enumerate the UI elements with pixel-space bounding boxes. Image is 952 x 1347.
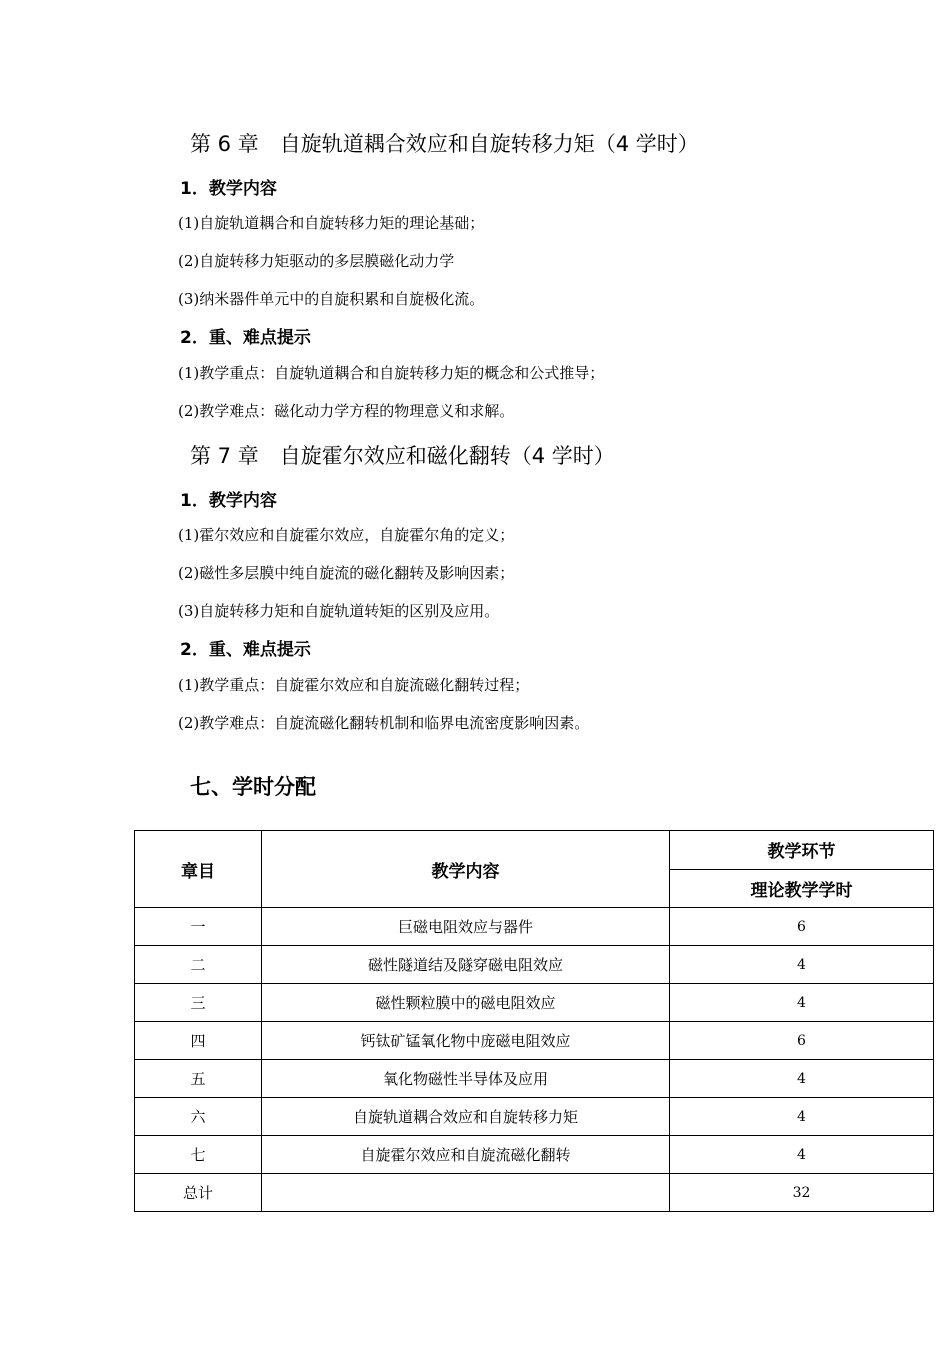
- table-row: [135, 1022, 934, 1060]
- section7-title: 七、学时分配: [190, 775, 316, 799]
- table-row: [135, 1060, 934, 1098]
- row-content: 自旋霍尔效应和自旋流磁化翻转: [262, 1136, 670, 1174]
- table-row: [135, 946, 934, 984]
- header-content: 教学内容: [262, 831, 670, 908]
- table-row: [135, 984, 934, 1022]
- row-chapter: 五: [135, 1060, 262, 1098]
- row-chapter: 六: [135, 1098, 262, 1136]
- row-hours: 4: [670, 1098, 934, 1136]
- row-hours: 6: [670, 908, 934, 946]
- total-label: 总计: [135, 1174, 262, 1212]
- chapter7-content-item: (1)霍尔效应和自旋霍尔效应，自旋霍尔角的定义；: [178, 526, 515, 544]
- row-content: 钙钛矿锰氧化物中庞磁电阻效应: [262, 1022, 670, 1060]
- chapter7-key-heading: 2．重、难点提示: [180, 640, 311, 660]
- hours-allocation-table: [134, 830, 934, 1212]
- chapter6-key-item: (2)教学难点：磁化动力学方程的物理意义和求解。: [178, 402, 515, 420]
- row-chapter: 三: [135, 984, 262, 1022]
- chapter6-content-heading: 1．教学内容: [180, 179, 277, 199]
- row-hours: 4: [670, 984, 934, 1022]
- header-segment: 教学环节: [670, 831, 934, 870]
- row-content: 氧化物磁性半导体及应用: [262, 1060, 670, 1098]
- row-content: 磁性颗粒膜中的磁电阻效应: [262, 984, 670, 1022]
- chapter7-key-item: (1)教学重点：自旋霍尔效应和自旋流磁化翻转过程；: [178, 676, 530, 694]
- chapter7-key-item: (2)教学难点：自旋流磁化翻转机制和临界电流密度影响因素。: [178, 714, 590, 732]
- chapter6-title: 第 6 章 自旋轨道耦合效应和自旋转移力矩（4 学时）: [190, 132, 699, 156]
- chapter6-content-item: (3)纳米器件单元中的自旋积累和自旋极化流。: [178, 290, 485, 308]
- chapter6-content-item: (2)自旋转移力矩驱动的多层膜磁化动力学: [178, 252, 455, 270]
- row-content: 磁性隧道结及隧穿磁电阻效应: [262, 946, 670, 984]
- row-chapter: 七: [135, 1136, 262, 1174]
- row-chapter: 二: [135, 946, 262, 984]
- chapter6-key-item: (1)教学重点：自旋轨道耦合和自旋转移力矩的概念和公式推导；: [178, 364, 605, 382]
- row-hours: 4: [670, 1136, 934, 1174]
- header-theory-hours: 理论教学学时: [670, 869, 934, 908]
- total-content: [262, 1174, 670, 1212]
- header-chapter: 章目: [135, 831, 262, 908]
- chapter6-key-heading: 2．重、难点提示: [180, 328, 311, 348]
- chapter7-content-item: (3)自旋转移力矩和自旋轨道转矩的区别及应用。: [178, 602, 500, 620]
- table-total-row: [135, 1174, 934, 1212]
- total-hours: 32: [670, 1174, 934, 1212]
- row-chapter: 四: [135, 1022, 262, 1060]
- row-hours: 4: [670, 946, 934, 984]
- table-row: [135, 908, 934, 946]
- table-row: [135, 1098, 934, 1136]
- row-content: 巨磁电阻效应与器件: [262, 908, 670, 946]
- table-header-row: [135, 831, 934, 870]
- chapter7-content-heading: 1．教学内容: [180, 491, 277, 511]
- row-hours: 6: [670, 1022, 934, 1060]
- chapter7-title: 第 7 章 自旋霍尔效应和磁化翻转（4 学时）: [190, 444, 615, 468]
- chapter6-content-item: (1)自旋轨道耦合和自旋转移力矩的理论基础；: [178, 214, 485, 232]
- row-hours: 4: [670, 1060, 934, 1098]
- row-content: 自旋轨道耦合效应和自旋转移力矩: [262, 1098, 670, 1136]
- table-row: [135, 1136, 934, 1174]
- chapter7-content-item: (2)磁性多层膜中纯自旋流的磁化翻转及影响因素；: [178, 564, 515, 582]
- row-chapter: 一: [135, 908, 262, 946]
